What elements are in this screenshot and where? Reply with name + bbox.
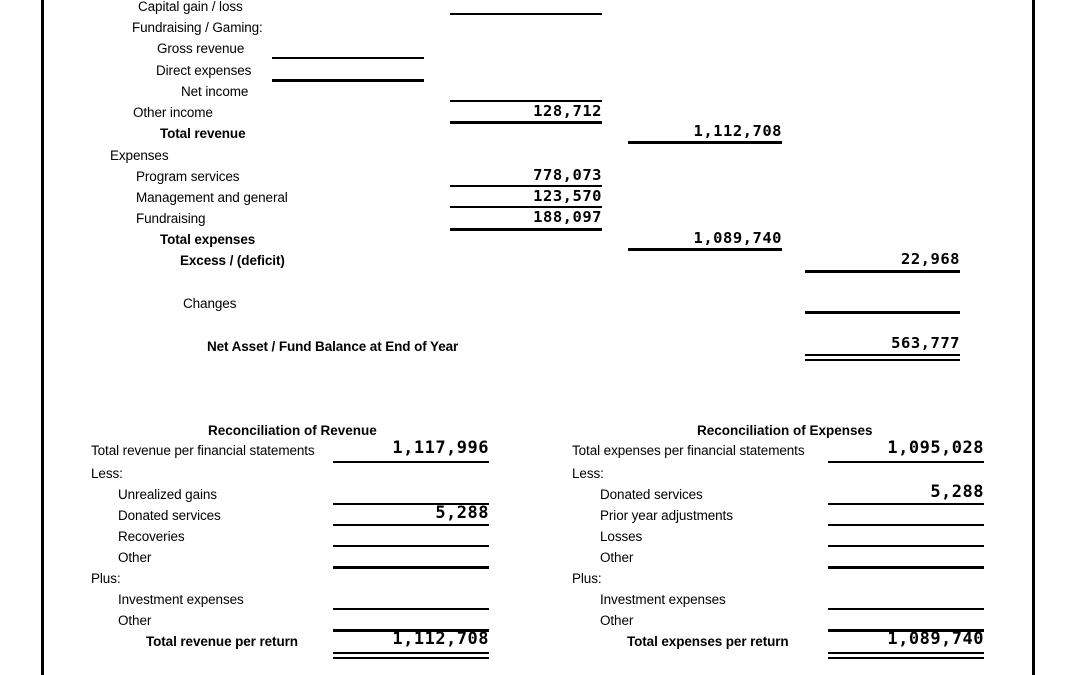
value-total-revenue-per-financial-statements[interactable]: 1,117,996 [392, 438, 489, 458]
label-management-and-general: Management and general [136, 190, 288, 205]
rule-changes[interactable] [805, 311, 960, 314]
label-expenses-prior-year-adjustments: Prior year adjustments [600, 508, 733, 523]
label-expenses-investment-expenses: Investment expenses [600, 592, 726, 607]
value-excess-deficit[interactable]: 22,968 [901, 250, 960, 268]
rule-total-expenses-per-financial-statements[interactable] [828, 461, 984, 463]
value-other-income[interactable]: 128,712 [533, 102, 602, 120]
page-right-border [1032, 0, 1035, 675]
label-expenses-losses: Losses [600, 529, 643, 544]
rule-total-expenses-per-return-1 [828, 652, 984, 654]
label-revenue-other-plus: Other [118, 613, 152, 628]
label-revenue-donated-services: Donated services [118, 508, 221, 523]
value-program-services[interactable]: 778,073 [533, 166, 602, 184]
label-total-revenue-per-return: Total revenue per return [146, 634, 298, 649]
rule-total-revenue-per-return-1 [333, 652, 489, 654]
label-capital-gain-loss: Capital gain / loss [138, 0, 243, 14]
label-changes: Changes [183, 296, 237, 311]
value-management-and-general[interactable]: 123,570 [533, 187, 602, 205]
label-direct-expenses: Direct expenses [156, 63, 252, 78]
value-net-asset-fund-balance[interactable]: 563,777 [891, 334, 960, 352]
label-expenses-other-less: Other [600, 550, 634, 565]
rule-total-revenue-per-return-2 [333, 657, 489, 659]
label-other-income: Other income [133, 105, 213, 120]
label-revenue-less: Less: [91, 466, 123, 481]
label-expenses-heading: Expenses [110, 148, 169, 163]
label-total-revenue-per-financial-statements: Total revenue per financial statements [91, 443, 315, 458]
reconciliation-expenses-title: Reconciliation of Expenses [697, 423, 873, 438]
label-expenses-other-plus: Other [600, 613, 634, 628]
label-total-expenses: Total expenses [160, 232, 256, 247]
rule-total-expenses-per-return-2 [828, 657, 984, 659]
rule-expenses-losses[interactable] [828, 545, 984, 547]
label-total-revenue: Total revenue [160, 126, 246, 141]
reconciliation-revenue-title: Reconciliation of Revenue [208, 423, 377, 438]
label-total-expenses-per-return: Total expenses per return [627, 634, 789, 649]
rule-expenses-donated-services[interactable] [828, 503, 984, 505]
label-revenue-investment-expenses: Investment expenses [118, 592, 244, 607]
label-program-services: Program services [136, 169, 240, 184]
rule-expenses-investment-expenses[interactable] [828, 608, 984, 610]
label-revenue-other-less: Other [118, 550, 152, 565]
rule-capital-gain-loss[interactable] [450, 13, 602, 15]
label-fundraising-gaming: Fundraising / Gaming: [132, 20, 263, 35]
label-total-expenses-per-financial-statements: Total expenses per financial statements [572, 443, 805, 458]
label-expenses-plus: Plus: [572, 571, 602, 586]
value-expenses-donated-services[interactable]: 5,288 [930, 482, 984, 502]
label-revenue-unrealized-gains: Unrealized gains [118, 487, 217, 502]
page-left-border [41, 0, 44, 675]
label-fundraising: Fundraising [136, 211, 206, 226]
rule-other-income[interactable] [450, 121, 602, 124]
value-total-expenses[interactable]: 1,089,740 [693, 229, 782, 247]
label-revenue-recoveries: Recoveries [118, 529, 185, 544]
rule-fundraising[interactable] [450, 228, 602, 231]
rule-total-revenue-per-financial-statements[interactable] [333, 461, 489, 463]
value-total-expenses-per-financial-statements[interactable]: 1,095,028 [887, 438, 984, 458]
value-revenue-donated-services[interactable]: 5,288 [435, 503, 489, 523]
value-fundraising[interactable]: 188,097 [533, 208, 602, 226]
label-expenses-donated-services: Donated services [600, 487, 703, 502]
label-net-income: Net income [181, 84, 249, 99]
rule-expenses-other-less[interactable] [828, 566, 984, 569]
rule-revenue-other-less[interactable] [333, 566, 489, 569]
label-expenses-less: Less: [572, 466, 604, 481]
rule-revenue-investment-expenses[interactable] [333, 608, 489, 610]
value-total-revenue[interactable]: 1,112,708 [693, 122, 782, 140]
rule-expenses-prior-year-adjustments[interactable] [828, 524, 984, 526]
rule-total-expenses[interactable] [628, 248, 782, 251]
label-revenue-plus: Plus: [91, 571, 121, 586]
value-total-revenue-per-return[interactable]: 1,112,708 [392, 629, 489, 649]
rule-gross-revenue[interactable] [272, 57, 424, 59]
rule-net-asset-fund-balance-2 [805, 359, 960, 361]
rule-direct-expenses[interactable] [272, 79, 424, 82]
rule-revenue-donated-services[interactable] [333, 524, 489, 526]
rule-total-revenue[interactable] [628, 141, 782, 144]
label-net-asset-fund-balance: Net Asset / Fund Balance at End of Year [207, 339, 459, 354]
rule-net-asset-fund-balance-1 [805, 354, 960, 356]
label-excess-deficit: Excess / (deficit) [180, 253, 285, 268]
rule-excess-deficit[interactable] [805, 270, 960, 273]
rule-revenue-recoveries[interactable] [333, 545, 489, 547]
label-gross-revenue: Gross revenue [157, 41, 245, 56]
value-total-expenses-per-return[interactable]: 1,089,740 [887, 629, 984, 649]
